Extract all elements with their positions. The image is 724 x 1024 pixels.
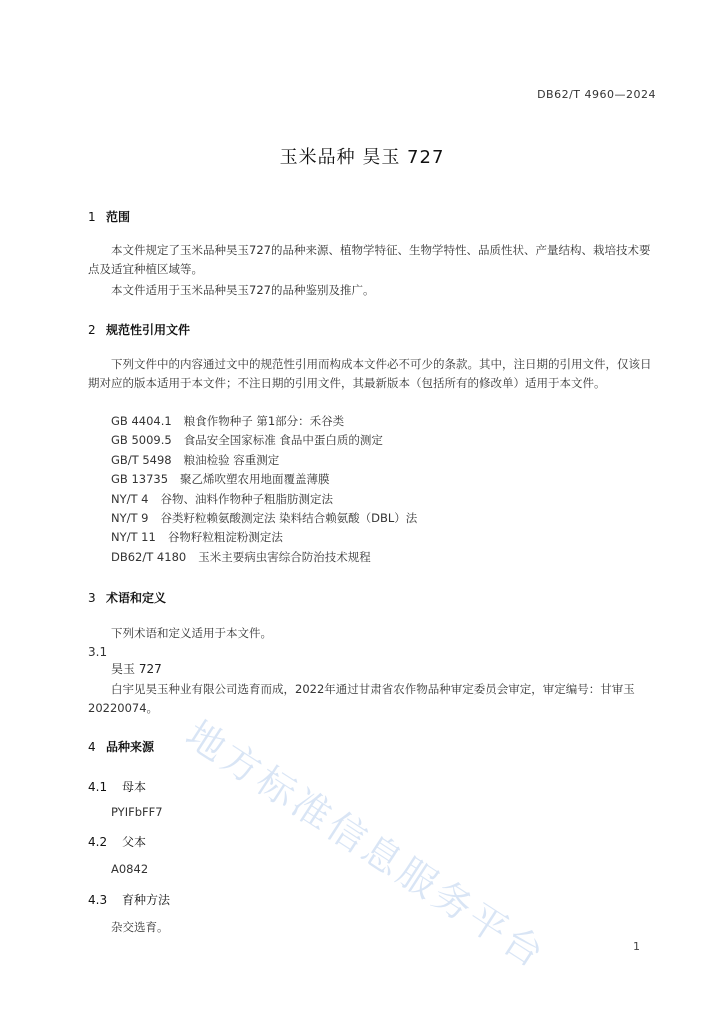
document-title: 玉米品种 昊玉 727 bbox=[279, 147, 445, 168]
reference-code: DB62/T 4180 bbox=[111, 549, 187, 564]
reference-code: GB/T 5498 bbox=[111, 452, 172, 467]
section-number: 3 bbox=[88, 591, 96, 605]
reference-item bbox=[111, 509, 417, 528]
section-title: 规范性引用文件 bbox=[106, 323, 191, 337]
reference-title: 谷类籽粒赖氨酸测定法 染料结合赖氨酸（DBL）法 bbox=[160, 510, 418, 525]
section-2-heading bbox=[88, 321, 190, 338]
reference-code: NY/T 9 bbox=[111, 510, 149, 525]
reference-code: GB 13735 bbox=[111, 472, 169, 487]
reference-title: 粮食作物种子 第1部分：禾谷类 bbox=[183, 414, 345, 428]
breeding-method-value: 杂交选育。 bbox=[111, 920, 169, 934]
document-number: DB62/T 4960—2024 bbox=[537, 88, 656, 101]
reference-title: 粮油检验 容重测定 bbox=[183, 452, 280, 467]
subsection-title: 父本 bbox=[122, 835, 147, 849]
subsection-4-3-heading bbox=[88, 891, 170, 908]
section-4-heading bbox=[88, 738, 154, 755]
section-number: 1 bbox=[88, 210, 96, 224]
scope-paragraph-2: 本文件适用于玉米品种昊玉727的品种鉴别及推广。 bbox=[111, 283, 375, 297]
section-3-heading bbox=[88, 589, 166, 606]
subsection-4-1-heading bbox=[88, 778, 146, 795]
reference-item bbox=[111, 451, 417, 470]
female-parent-value: PYIFbFF7 bbox=[111, 805, 163, 819]
watermark-text: 地方标准信息服务平台 bbox=[178, 711, 555, 978]
male-parent-value: A0842 bbox=[111, 862, 149, 876]
section-title: 范围 bbox=[106, 210, 131, 224]
reference-item bbox=[111, 470, 417, 489]
reference-code: NY/T 11 bbox=[111, 530, 156, 545]
subsection-number: 4.1 bbox=[88, 780, 108, 794]
subsection-number: 4.3 bbox=[88, 893, 108, 907]
subsection-4-2-heading bbox=[88, 833, 146, 850]
reference-title: 聚乙烯吹塑农用地面覆盖薄膜 bbox=[180, 472, 330, 487]
reference-item bbox=[111, 528, 417, 547]
terms-intro: 下列术语和定义适用于本文件。 bbox=[111, 626, 272, 640]
term-name: 昊玉 727 bbox=[111, 662, 162, 676]
reference-code: GB 4404.1 bbox=[111, 414, 172, 428]
section-title: 品种来源 bbox=[106, 740, 155, 754]
reference-item bbox=[111, 412, 417, 431]
reference-title: 谷物籽粒粗淀粉测定法 bbox=[167, 530, 283, 545]
reference-code: NY/T 4 bbox=[111, 491, 149, 506]
section-number: 4 bbox=[88, 740, 96, 754]
reference-title: 食品安全国家标准 食品中蛋白质的测定 bbox=[183, 433, 383, 448]
reference-code: GB 5009.5 bbox=[111, 433, 172, 448]
subsection-title: 母本 bbox=[122, 780, 147, 794]
section-1-heading bbox=[88, 208, 130, 225]
section-number: 2 bbox=[88, 323, 96, 337]
page-number: 1 bbox=[633, 940, 640, 953]
reference-title: 玉米主要病虫害综合防治技术规程 bbox=[198, 549, 371, 564]
subsection-number: 4.2 bbox=[88, 835, 108, 849]
term-definition: 白宇见昊玉种业有限公司选育而成，2022年通过甘肃省农作物品种审定委员会审定，审定编号：甘审玉20220074。 bbox=[88, 682, 635, 715]
reference-title: 谷物、油料作物种子粗脂肪测定法 bbox=[160, 491, 333, 506]
subsection-title: 育种方法 bbox=[122, 893, 171, 907]
reference-item bbox=[111, 490, 417, 509]
term-number: 3.1 bbox=[88, 645, 108, 659]
scope-paragraph-1: 本文件规定了玉米品种昊玉727的品种来源、植物学特征、生物学特性、品质性状、产量结构、栽培技术要点及适宜种植区域等。 bbox=[88, 243, 651, 276]
reference-item bbox=[111, 548, 417, 567]
references-intro: 下列文件中的内容通过文中的规范性引用而构成本文件必不可少的条款。其中，注日期的引用文件，仅该日期对应的版本适用于本文件；不注日期的引用文件，其最新版本（包括所有的修改单）适用于本文件。 bbox=[88, 357, 652, 390]
section-title: 术语和定义 bbox=[106, 591, 167, 605]
reference-item bbox=[111, 431, 417, 450]
reference-list bbox=[111, 412, 417, 567]
